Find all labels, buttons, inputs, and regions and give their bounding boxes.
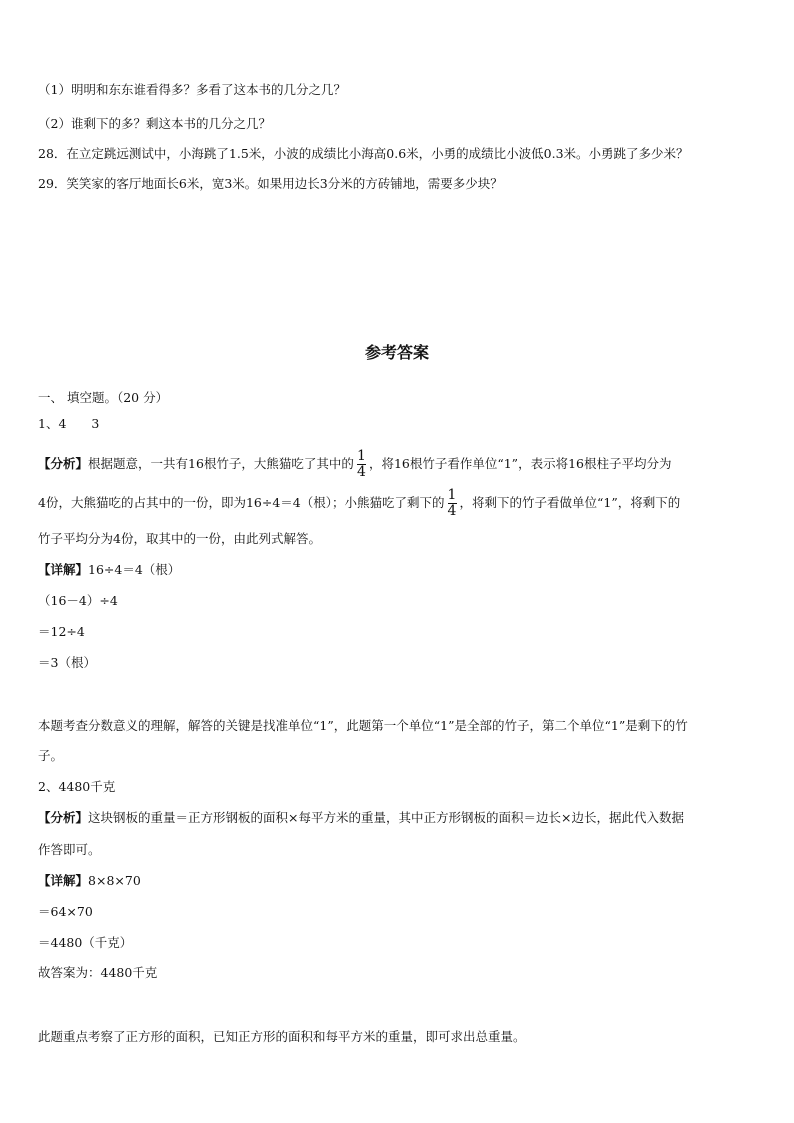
- answer-1-comment-line-1: 本题考查分数意义的理解，解答的关键是找准单位“1”，此题第一个单位“1”是全部的竹子，第二个单位“1”是剩下的竹: [38, 718, 688, 733]
- detail-tag: 【详解】: [38, 873, 89, 888]
- detail-tag: 【详解】: [38, 562, 89, 577]
- answer-1-analysis-line-1: [38, 449, 671, 480]
- question-part-2: （2）谁剩下的多？剩这本书的几分之几？: [38, 116, 271, 131]
- fraction-one-quarter: [357, 449, 366, 480]
- analysis-text: 根据题意，一共有16根竹子，大熊猫吃了其中的: [88, 456, 354, 471]
- analysis-tag: 【分析】: [38, 456, 89, 471]
- answer-1-detail-line-3: ＝12÷4: [38, 624, 85, 639]
- answer-1-detail-line-4: ＝3（根）: [38, 655, 96, 670]
- answer-1-comment-line-2: 子。: [38, 748, 64, 763]
- section-heading: 一、 填空题。（20 分）: [38, 390, 169, 405]
- question-28: 28．在立定跳远测试中，小海跳了1.5米，小波的成绩比小海高0.6米，小勇的成绩比小波低0.3米。小勇跳了多少米？: [38, 146, 689, 161]
- analysis-tag: 【分析】: [38, 810, 89, 825]
- fraction-one-quarter: [448, 488, 457, 519]
- answer-2-detail-line-2: ＝64×70: [38, 904, 93, 919]
- question-29: 29．笑笑家的客厅地面长6米，宽3米。如果用边长3分米的方砖铺地，需要多少块？: [38, 176, 503, 191]
- detail-text: 8×8×70: [88, 873, 141, 888]
- answer-2-head: 2、4480千克: [38, 779, 116, 794]
- detail-text: 16÷4＝4（根）: [88, 562, 181, 577]
- analysis-text: ，将剩下的竹子看做单位“1”，将剩下的: [459, 495, 681, 510]
- answer-1-analysis-line-3: 竹子平均分为4份，取其中的一份，由此列式解答。: [38, 531, 321, 546]
- answer-1-head: 1、4 3: [38, 416, 100, 431]
- question-part-1: （1）明明和东东谁看得多？多看了这本书的几分之几？: [38, 82, 346, 97]
- analysis-text: 这块钢板的重量＝正方形钢板的面积×每平方米的重量，其中正方形钢板的面积＝边长×边长，据此代入数据: [88, 810, 684, 825]
- answer-2-comment: 此题重点考察了正方形的面积，已知正方形的面积和每平方米的重量，即可求出总重量。: [38, 1029, 526, 1044]
- answer-2-analysis-line-2: 作答即可。: [38, 842, 101, 857]
- answer-2-detail-line-1: [38, 872, 141, 890]
- fraction-numerator: 1: [447, 487, 457, 503]
- answer-1-detail-line-2: （16－4）÷4: [38, 593, 118, 608]
- fraction-numerator: 1: [356, 448, 366, 464]
- answer-2-detail-line-3: ＝4480（千克）: [38, 935, 133, 950]
- fraction-denominator: 4: [356, 464, 366, 480]
- analysis-text: ，将16根竹子看作单位“1”，表示将16根柱子平均分为: [368, 456, 672, 471]
- fraction-denominator: 4: [447, 503, 457, 519]
- answer-2-analysis-line-1: [38, 809, 684, 827]
- analysis-text: 4份，大熊猫吃的占其中的一份，即为16÷4＝4（根）；小熊猫吃了剩下的: [38, 495, 445, 510]
- answer-2-final-answer: 故答案为：4480千克: [38, 965, 158, 980]
- answer-1-analysis-line-2: [38, 488, 680, 519]
- answer-title: 参考答案: [364, 343, 429, 362]
- answer-1-detail-line-1: [38, 561, 180, 579]
